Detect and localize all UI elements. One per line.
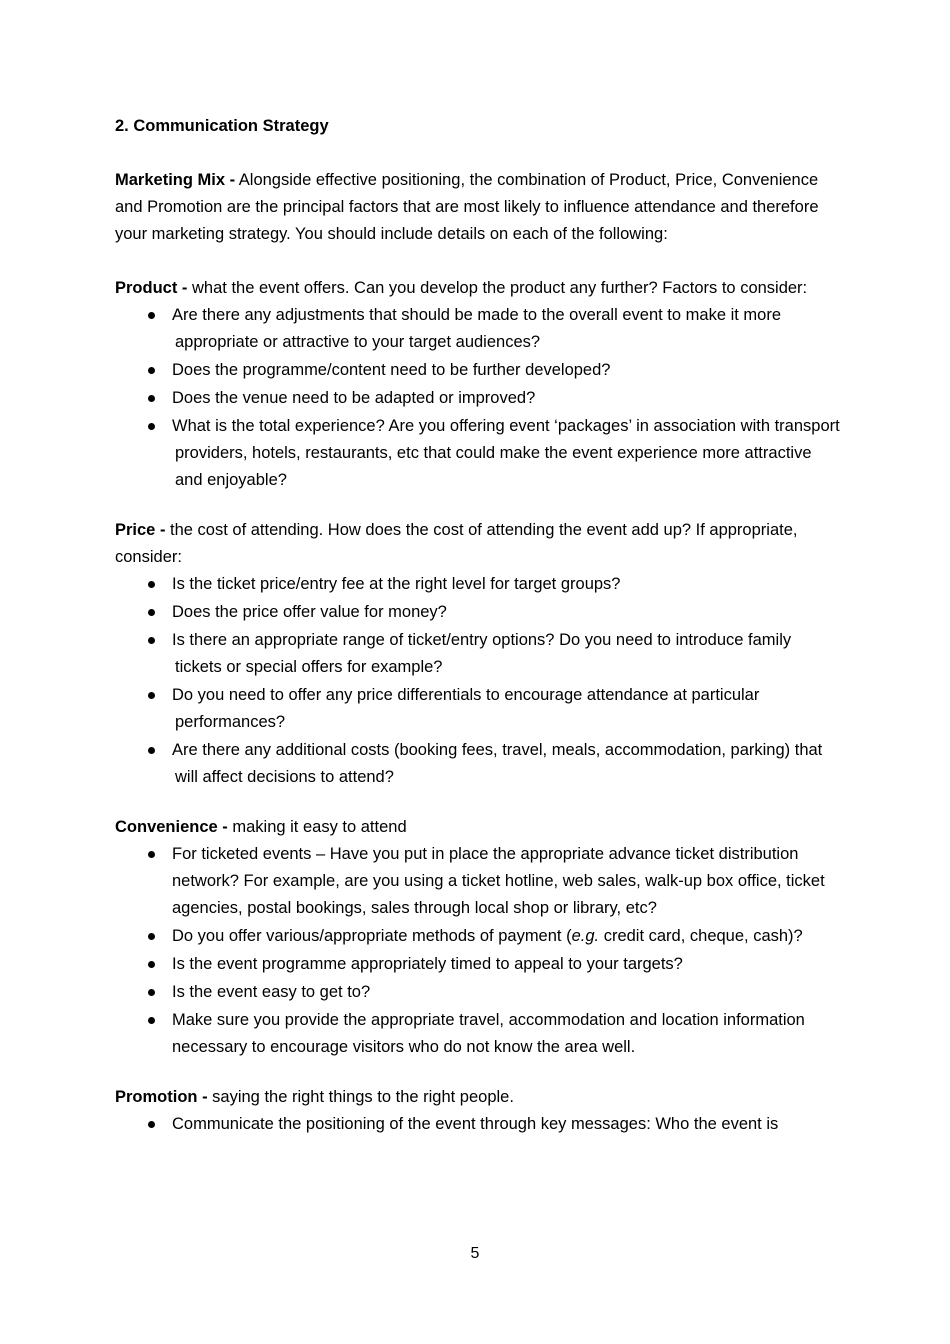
marketing-mix-text: Alongside effective positioning, the combination of Product, Price, Convenience and Promotion are the principal factors that are most likely to influence attendance and therefore your marketing strategy. You should include details on each of the following: [115, 171, 819, 243]
promotion-label: Promotion - [115, 1088, 208, 1106]
marketing-mix-paragraph [115, 167, 840, 248]
promotion-list [115, 1111, 840, 1138]
promotion-text: saying the right things to the right people. [207, 1088, 514, 1106]
list-item: Does the programme/content need to be further developed? [115, 357, 840, 384]
product-label: Product - [115, 279, 188, 297]
list-item: Is the ticket price/entry fee at the right level for target groups? [115, 571, 840, 598]
list-item: Are there any additional costs (booking fees, travel, meals, accommodation, parking) that will affect decisions to attend? [115, 737, 840, 791]
product-text: what the event offers. Can you develop the product any further? Factors to consider: [187, 279, 808, 297]
marketing-mix-label: Marketing Mix - [115, 171, 236, 189]
convenience-label: Convenience - [115, 818, 228, 836]
payment-italic: e.g. [571, 927, 600, 945]
page-content [115, 113, 840, 1139]
list-item: Make sure you provide the appropriate travel, accommodation and location information necessary to encourage visitors who do not know the area well. [115, 1007, 840, 1061]
price-text: the cost of attending. How does the cost of attending the event add up? If appropriate, consider: [115, 521, 798, 566]
list-item: Are there any adjustments that should be made to the overall event to make it more appropriate or attractive to your target audiences? [115, 302, 840, 356]
list-item: For ticketed events – Have you put in place the appropriate advance ticket distribution network? For example, are you using a ticket hotline, web sales, walk-up box office, ticket agencies, postal bookings, sales through local shop or library, etc? [115, 841, 840, 922]
list-item: Do you need to offer any price differentials to encourage attendance at particular performances? [115, 682, 840, 736]
convenience-text: making it easy to attend [227, 818, 407, 836]
list-item: Is there an appropriate range of ticket/entry options? Do you need to introduce family tickets or special offers for example? [115, 627, 840, 681]
convenience-list [115, 841, 840, 1061]
convenience-intro [115, 814, 840, 841]
page-number: 5 [470, 1245, 480, 1262]
product-intro [115, 275, 840, 302]
list-item: Does the price offer value for money? [115, 599, 840, 626]
price-label: Price - [115, 521, 166, 539]
list-item: Is the event easy to get to? [115, 979, 840, 1006]
product-list [115, 302, 840, 494]
list-item: Communicate the positioning of the event through key messages: Who the event is [115, 1111, 840, 1138]
list-item: What is the total experience? Are you offering event ‘packages’ in association with transport providers, hotels, restaurants, etc that could make the event experience more attractive and enjoyable? [115, 413, 840, 494]
payment-rest: credit card, cheque, cash)? [599, 927, 803, 945]
promotion-intro [115, 1084, 840, 1111]
list-item [115, 923, 840, 950]
price-list [115, 571, 840, 791]
payment-text: Do you offer various/appropriate methods of payment ( [172, 927, 572, 945]
list-item: Does the venue need to be adapted or improved? [115, 385, 840, 412]
section-title: 2. Communication Strategy [115, 117, 329, 135]
list-item: Is the event programme appropriately timed to appeal to your targets? [115, 951, 840, 978]
price-intro [115, 517, 840, 571]
